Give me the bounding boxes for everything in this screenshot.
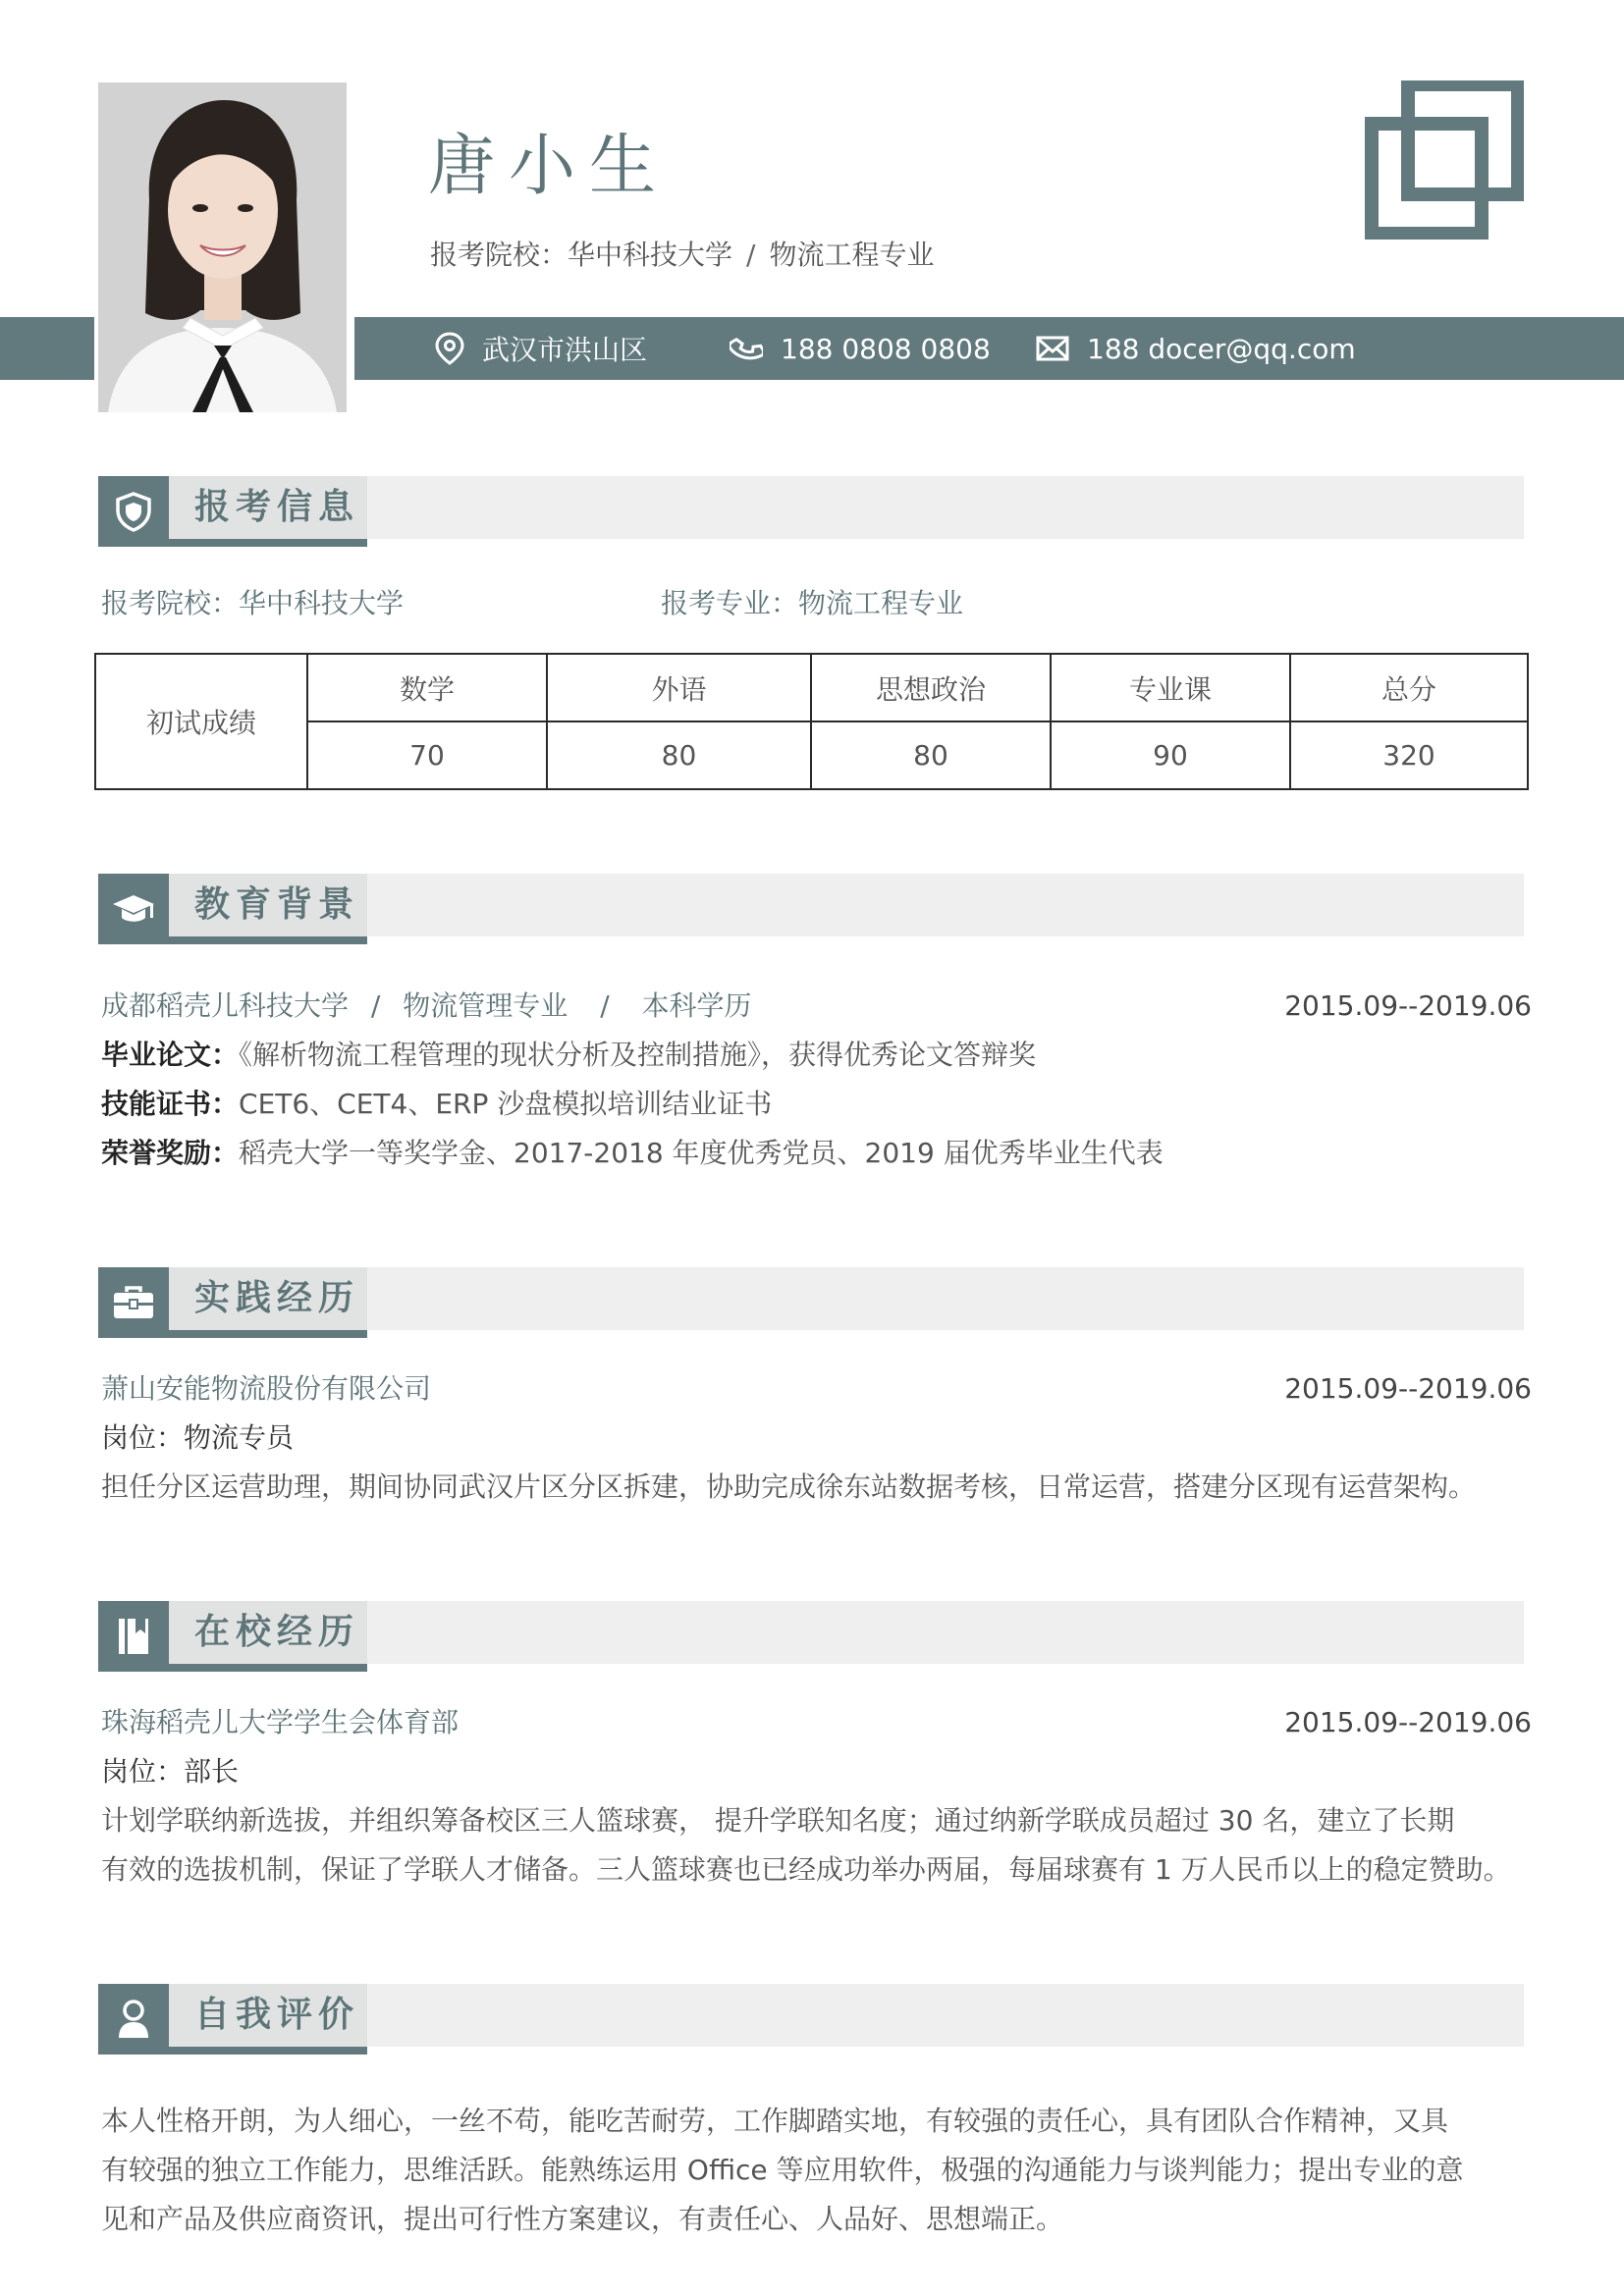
contact-bar bbox=[354, 317, 1624, 380]
education-thesis-line bbox=[101, 1036, 1036, 1075]
exam-school: 华中科技大学 bbox=[239, 587, 405, 619]
section-campus-title: 在校经历 bbox=[194, 1612, 360, 1652]
education-honor-line bbox=[101, 1134, 1164, 1173]
practice-position-line bbox=[101, 1418, 294, 1458]
section-campus-icon-box bbox=[98, 1601, 169, 1672]
education-honor: 稻壳大学一等奖学金、2017-2018 年度优秀党员、2019 届优秀毕业生代表 bbox=[239, 1137, 1164, 1169]
education-separator: / bbox=[600, 989, 610, 1022]
score-value: 70 bbox=[307, 721, 547, 789]
section-education-title: 教育背景 bbox=[194, 884, 360, 925]
score-value: 80 bbox=[547, 721, 811, 789]
practice-position: 物流专员 bbox=[184, 1421, 295, 1454]
score-header: 思想政治 bbox=[811, 654, 1051, 721]
education-honor-label: 荣誉奖励： bbox=[101, 1137, 240, 1169]
score-value: 320 bbox=[1290, 721, 1528, 789]
campus-position: 部长 bbox=[184, 1755, 240, 1788]
campus-date: 2015.09--2019.06 bbox=[1284, 1706, 1532, 1738]
header-school: 华中科技大学 bbox=[568, 239, 733, 271]
graduation-cap-icon bbox=[111, 891, 156, 927]
contact-location-text: 武汉市洪山区 bbox=[482, 334, 648, 366]
contact-phone bbox=[730, 317, 991, 380]
contact-phone-text: 188 0808 0808 bbox=[781, 332, 991, 365]
person-icon bbox=[116, 1999, 151, 2040]
education-cert: CET6、CET4、ERP 沙盘模拟培训结业证书 bbox=[239, 1088, 773, 1120]
campus-position-label: 岗位： bbox=[101, 1755, 185, 1788]
practice-position-label: 岗位： bbox=[101, 1421, 185, 1454]
section-education-icon-box bbox=[98, 874, 169, 944]
education-date: 2015.09--2019.06 bbox=[1284, 989, 1532, 1022]
education-cert-label: 技能证书： bbox=[101, 1088, 240, 1120]
score-header: 数学 bbox=[307, 654, 547, 721]
score-header: 外语 bbox=[547, 654, 811, 721]
exam-major-label: 报考专业： bbox=[661, 587, 799, 619]
section-exam-info-title: 报考信息 bbox=[194, 487, 360, 527]
education-thesis-label: 毕业论文： bbox=[101, 1039, 240, 1071]
campus-position-line bbox=[101, 1752, 239, 1791]
header-separator: / bbox=[746, 239, 756, 271]
contact-email bbox=[1036, 317, 1356, 380]
score-header: 总分 bbox=[1290, 654, 1528, 721]
education-headline bbox=[101, 987, 752, 1026]
practice-date: 2015.09--2019.06 bbox=[1284, 1372, 1532, 1405]
section-self-eval-icon-box bbox=[98, 1984, 169, 2055]
practice-company: 萧山安能物流股份有限公司 bbox=[101, 1372, 432, 1405]
self-eval-line3: 见和产品及供应商资讯，提出可行性方案建议，有责任心、人品好、思想端正。 bbox=[101, 2203, 1064, 2235]
exam-major: 物流工程专业 bbox=[798, 587, 964, 619]
self-eval-line1: 本人性格开朗，为人细心，一丝不苟，能吃苦耐劳，工作脚踏实地，有较强的责任心，具有团队合作精神，又具 bbox=[101, 2105, 1449, 2137]
score-value: 90 bbox=[1051, 721, 1290, 789]
score-header: 专业课 bbox=[1051, 654, 1290, 721]
campus-org: 珠海稻壳儿大学学生会体育部 bbox=[101, 1706, 460, 1738]
campus-description-line2: 有效的选拔机制，保证了学联人才储备。三人篮球赛也已经成功举办两届，每届球赛有 1 万人民币以上的稳定赞助。 bbox=[101, 1853, 1511, 1886]
section-self-eval-title: 自我评价 bbox=[194, 1995, 360, 2035]
practice-description: 担任分区运营助理，期间协同武汉片区分区拆建，协助完成徐东站数据考核，日常运营，搭建分区现有运营架构。 bbox=[101, 1470, 1477, 1503]
education-degree: 本科学历 bbox=[641, 989, 752, 1022]
envelope-icon bbox=[1036, 335, 1069, 362]
contact-bar-left-strip bbox=[0, 317, 94, 380]
education-major: 物流管理专业 bbox=[403, 989, 568, 1022]
section-exam-info-icon-box bbox=[98, 476, 169, 547]
contact-email-text: 188 docer@qq.com bbox=[1087, 332, 1356, 365]
profile-photo bbox=[98, 82, 347, 412]
exam-major-line bbox=[661, 584, 963, 623]
book-icon bbox=[114, 1616, 153, 1657]
section-practice-icon-box bbox=[98, 1267, 169, 1338]
location-pin-icon bbox=[435, 332, 464, 365]
header-subline bbox=[430, 234, 934, 273]
education-thesis: 《解析物流工程管理的现状分析及控制措施》，获得优秀论文答辩奖 bbox=[239, 1039, 1037, 1071]
score-table bbox=[94, 653, 1529, 790]
education-cert-line bbox=[101, 1085, 772, 1124]
section-practice-title: 实践经历 bbox=[194, 1278, 360, 1318]
header-major: 物流工程专业 bbox=[769, 239, 935, 271]
shield-icon bbox=[114, 491, 153, 532]
score-row-label: 初试成绩 bbox=[95, 654, 307, 789]
phone-icon bbox=[730, 332, 763, 365]
education-school: 成都稻壳儿科技大学 bbox=[101, 989, 350, 1022]
exam-school-line bbox=[101, 584, 404, 623]
candidate-name: 唐小生 bbox=[428, 128, 671, 205]
header-school-label: 报考院校： bbox=[430, 239, 568, 271]
exam-school-label: 报考院校： bbox=[101, 587, 240, 619]
score-value: 80 bbox=[811, 721, 1051, 789]
logo-squares-icon bbox=[1365, 80, 1524, 240]
briefcase-icon bbox=[112, 1285, 155, 1320]
contact-location bbox=[435, 317, 647, 380]
self-eval-line2: 有较强的独立工作能力，思维活跃。能熟练运用 Office 等应用软件，极强的沟通能力与谈判能力；提出专业的意 bbox=[101, 2154, 1464, 2186]
education-separator: / bbox=[370, 989, 381, 1022]
campus-description-line1: 计划学联纳新选拔，并组织筹备校区三人篮球赛， 提升学联知名度；通过纳新学联成员超过 30 名，建立了长期 bbox=[101, 1804, 1455, 1837]
